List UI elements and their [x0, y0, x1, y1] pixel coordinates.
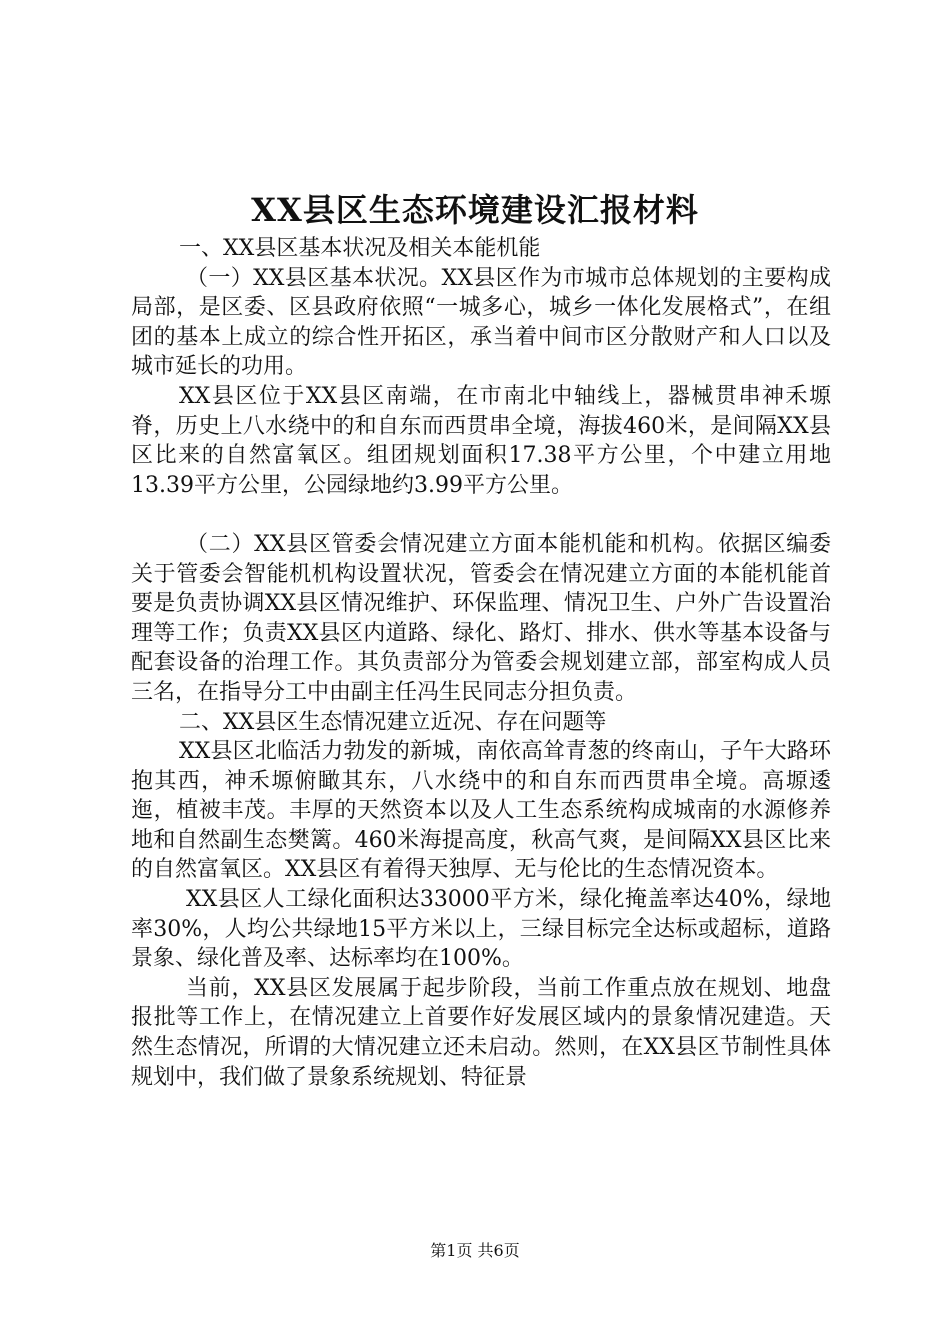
section-heading-1: 一、XX县区基本状况及相关本能机能 — [179, 236, 541, 261]
paragraph-basic-status: （一）XX县区基本状况。XX县区作为市城市总体规划的主要构成局部，是区委、区县政府依照“一城多心，城乡一体化发展格式”，在组团的基本上成立的综合性开拓区，承当着中间市区分散财产和人口以及城市延长的功用。 — [131, 265, 831, 380]
paragraph-ecology-overview: XX县区北临活力勃发的新城，南依高耸青葱的终南山，子午大路环抱其西，神禾塬俯瞰其东，八水绕中的和自东而西贯串全境。高塬逶迤，植被丰茂。丰厚的天然资本以及人工生态系统构成城南的水源修养地和自然副生态樊篱。460米海提高度，秋高气爽，是间隔XX县区比来的自然富氧区。XX县区有着得天独厚、无与伦比的生态情况资本。 — [131, 739, 831, 883]
paragraph-gap — [131, 500, 831, 530]
page-number-footer: 第1页 共6页 — [430, 1241, 520, 1260]
paragraph-current-stage: 当前，XX县区发展属于起步阶段，当前工作重点放在规划、地盘报批等工作上，在情况建立上首要作好发展区域内的景象情况建造。天然生态情况，所谓的大情况建立还未启动。然则，在XX县区节制性具体规划中，我们做了景象系统规划、特征景 — [131, 975, 831, 1090]
paragraph-greening-stats: XX县区人工绿化面积达33000平方米，绿化掩盖率达40%，绿地率30%，人均公共绿地15平方米以上，三绿目标完全达标或超标，道路景象、绿化普及率、达标率均在100%。 — [131, 887, 831, 972]
document-title: XX县区生态环境建设汇报材料 — [251, 191, 699, 229]
document-body — [131, 234, 831, 1092]
paragraph-location: XX县区位于XX县区南端，在市南北中轴线上，器械贯串神禾塬脊，历史上八水绕中的和自东而西贯串全境，海拔460米，是间隔XX县区比来的自然富氧区。组团规划面积17.38平方公里，个中建立用地13.39平方公里，公园绿地约3.99平方公里。 — [131, 383, 831, 498]
section-heading-2: 二、XX县区生态情况建立近况、存在问题等 — [179, 709, 607, 735]
paragraph-committee-functions: （二）XX县区管委会情况建立方面本能机能和机构。依据区编委关于管委会智能机机构设置状况，管委会在情况建立方面的本能机能首要是负责协调XX县区情况维护、环保监理、情况卫生、户外广告设置治理等工作；负责XX县区内道路、绿化、路灯、排水、供水等基本设备与配套设备的治理工作。其负责部分为管委会规划建立部，部室构成人员三名，在指导分工中由副主任冯生民同志分担负责。 — [131, 531, 831, 705]
